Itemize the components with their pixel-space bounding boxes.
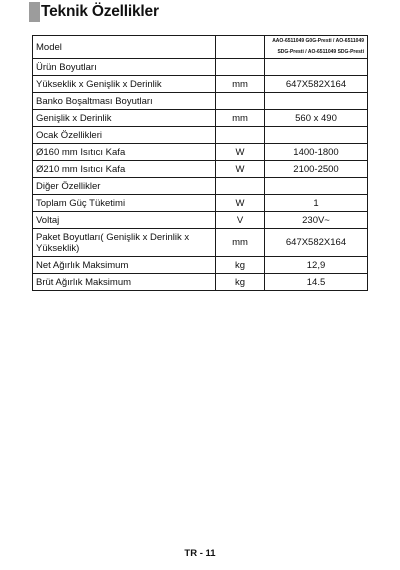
page-heading [29, 2, 159, 22]
spec-unit: mm [216, 76, 265, 93]
spec-value: 1 [265, 195, 368, 212]
spec-value [265, 127, 368, 144]
table-row [33, 212, 368, 229]
spec-unit: V [216, 212, 265, 229]
table-row [33, 195, 368, 212]
section-header-row [33, 178, 368, 195]
table-row [33, 274, 368, 291]
table-row [33, 144, 368, 161]
spec-value: 1400-1800 [265, 144, 368, 161]
spec-value: 2100-2500 [265, 161, 368, 178]
spec-unit: mm [216, 110, 265, 127]
spec-unit: W [216, 161, 265, 178]
table-row [33, 76, 368, 93]
spec-unit: W [216, 144, 265, 161]
page-number: TR - 11 [184, 548, 216, 559]
spec-unit [216, 59, 265, 76]
spec-label: Ø210 mm Isıtıcı Kafa [33, 161, 216, 178]
spec-value: 12,9 [265, 257, 368, 274]
spec-value: 230V~ [265, 212, 368, 229]
model-unit-cell [216, 36, 265, 59]
section-label: Diğer Özellikler [33, 178, 216, 195]
table-row [33, 161, 368, 178]
spec-label: Ø160 mm Isıtıcı Kafa [33, 144, 216, 161]
spec-label: Brüt Ağırlık Maksimum [33, 274, 216, 291]
page-title: Teknik Özellikler [41, 3, 159, 20]
table-row [33, 110, 368, 127]
spec-label: Paket Boyutları( Genişlik x Derinlik x Yükseklik) [33, 229, 216, 257]
model-label: Model [33, 36, 216, 59]
spec-unit [216, 127, 265, 144]
spec-label: Voltaj [33, 212, 216, 229]
spec-unit: W [216, 195, 265, 212]
specifications-table [32, 35, 368, 291]
section-header-row [33, 127, 368, 144]
spec-unit: mm [216, 229, 265, 257]
spec-value: 560 x 490 [265, 110, 368, 127]
spec-value [265, 59, 368, 76]
section-header-row [33, 59, 368, 76]
section-label: Ocak Özellikleri [33, 127, 216, 144]
section-label: Banko Boşaltması Boyutları [33, 93, 216, 110]
section-label: Ürün Boyutları [33, 59, 216, 76]
heading-marker [29, 2, 40, 22]
table-row [33, 257, 368, 274]
spec-value [265, 178, 368, 195]
table-row [33, 229, 368, 257]
spec-label: Net Ağırlık Maksimum [33, 257, 216, 274]
spec-unit: kg [216, 274, 265, 291]
spec-label: Yükseklik x Genişlik x Derinlik [33, 76, 216, 93]
spec-label: Toplam Güç Tüketimi [33, 195, 216, 212]
section-header-row [33, 93, 368, 110]
spec-unit [216, 178, 265, 195]
table-row-model [33, 36, 368, 59]
spec-value: 647X582X164 [265, 76, 368, 93]
spec-label: Genişlik x Derinlik [33, 110, 216, 127]
spec-unit: kg [216, 257, 265, 274]
spec-value [265, 93, 368, 110]
spec-value: 647X582X164 [265, 229, 368, 257]
spec-unit [216, 93, 265, 110]
model-value: AAO-6511049 G0G-Presti / AO-6511049 SDG-Presti / AO-6511049 SDG-Presti [265, 36, 368, 59]
spec-value: 14.5 [265, 274, 368, 291]
